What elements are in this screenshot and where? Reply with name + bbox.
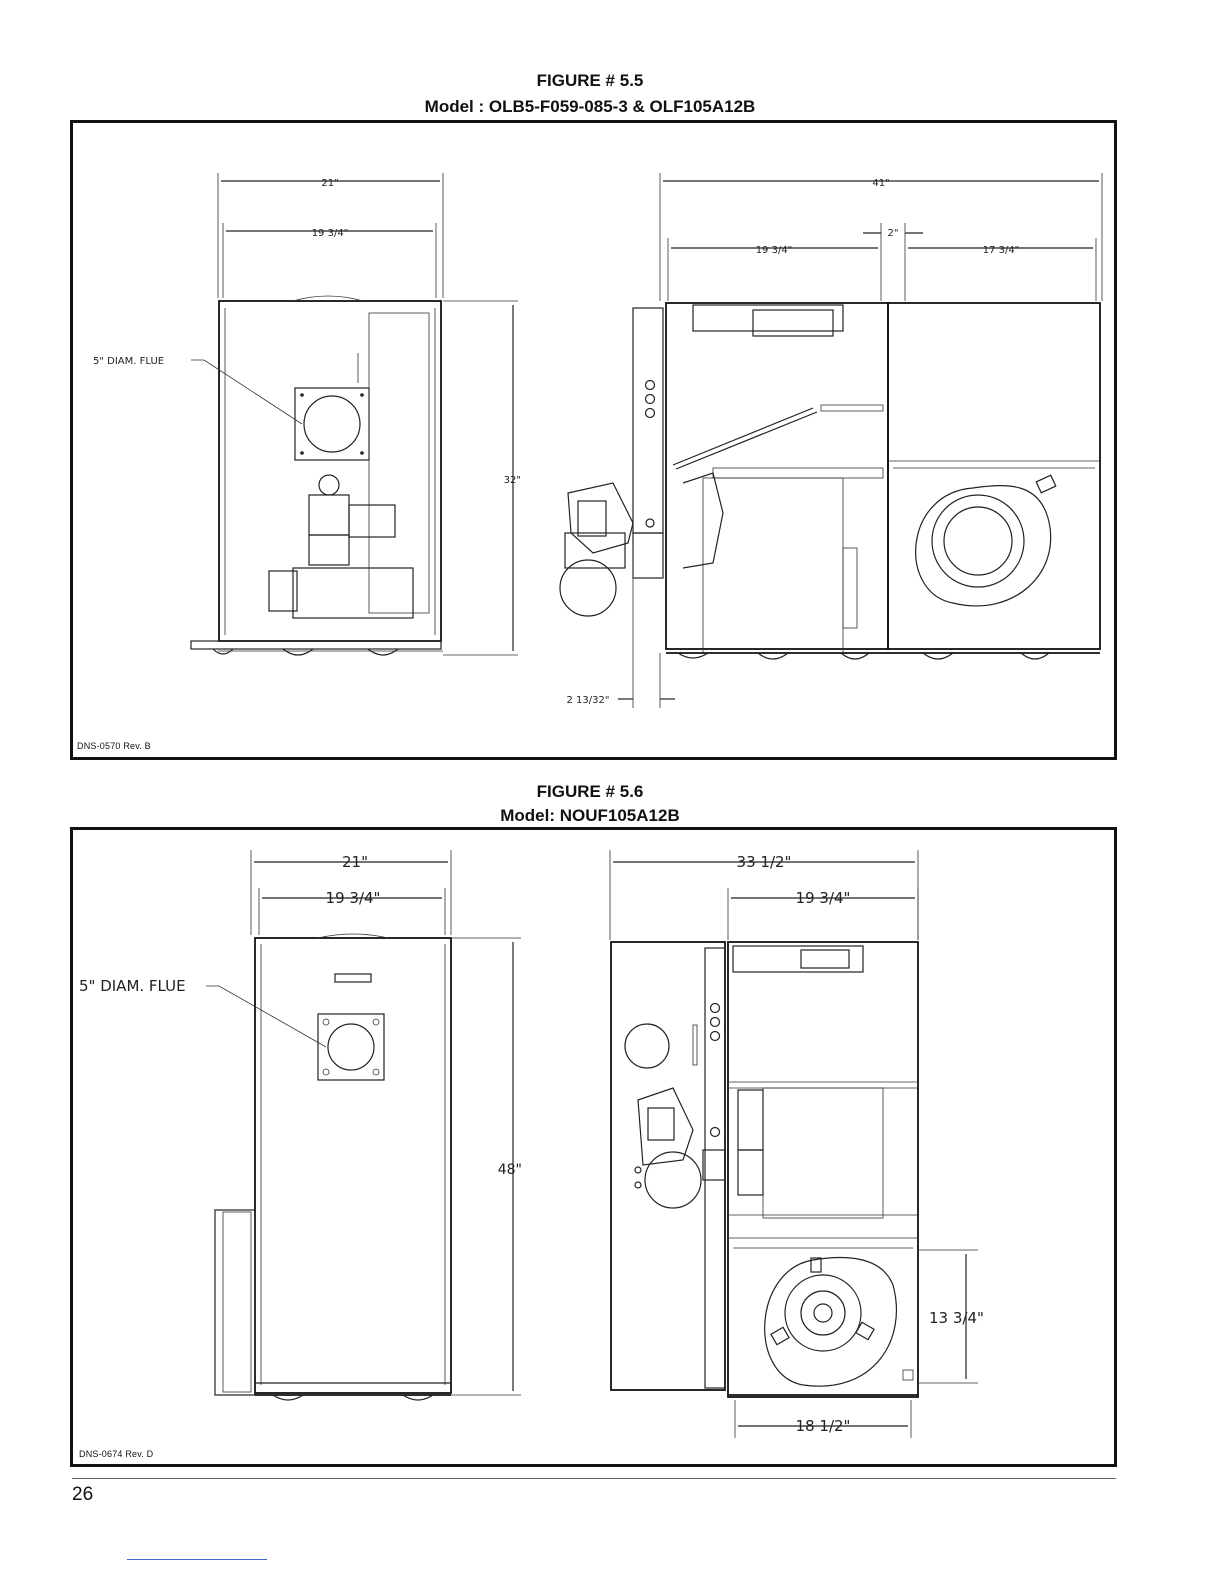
figure-5-5-model: Model : OLB5-F059-085-3 & OLF105A12B <box>424 97 756 116</box>
page-number: 26 <box>72 1484 94 1505</box>
blower-width-label: 18 1/2" <box>795 1417 851 1435</box>
figure-5-6-title: FIGURE # 5.6 <box>536 782 644 801</box>
front-view-unit <box>191 173 443 655</box>
side-right-label: 17 3/4" <box>982 245 1020 256</box>
offset-label: 2 13/32" <box>566 695 610 706</box>
front-width-label: 21" <box>342 853 368 871</box>
footer-link-rule <box>127 1559 267 1560</box>
footer-rule <box>72 1478 1116 1479</box>
side-total-label: 33 1/2" <box>736 853 792 871</box>
front-inner-width-label: 19 3/4" <box>325 889 381 907</box>
front-width-label: 21" <box>321 178 339 189</box>
front-view-unit <box>215 850 451 1400</box>
side-total-label: 41" <box>872 178 890 189</box>
figure-5-6-model: Model: NOUF105A12B <box>500 806 680 825</box>
flue-label: 5" DIAM. FLUE <box>93 356 165 367</box>
front-inner-width-label: 19 3/4" <box>311 228 349 239</box>
figure-5-6-frame <box>70 827 1117 1467</box>
blower-height-label: 13 3/4" <box>929 1309 984 1327</box>
figure-5-6-drawing-number: DNS-0674 Rev. D <box>79 1449 154 1459</box>
side-inner-label: 19 3/4" <box>795 889 851 907</box>
height-label: 48" <box>497 1162 522 1178</box>
side-view-unit <box>610 850 918 1397</box>
figure-5-5-frame <box>70 120 1117 760</box>
figure-5-5-title: FIGURE # 5.5 <box>536 71 644 90</box>
side-left-label: 19 3/4" <box>755 245 793 256</box>
flue-label: 5" DIAM. FLUE <box>79 977 186 995</box>
side-gap-label: 2" <box>887 228 899 239</box>
figure-5-5-drawing <box>73 123 1114 757</box>
side-view-unit <box>560 173 1102 659</box>
figure-5-5-drawing-number: DNS-0570 Rev. B <box>77 741 151 751</box>
height-label: 32" <box>503 475 521 486</box>
figure-5-6-drawing <box>73 830 1114 1464</box>
